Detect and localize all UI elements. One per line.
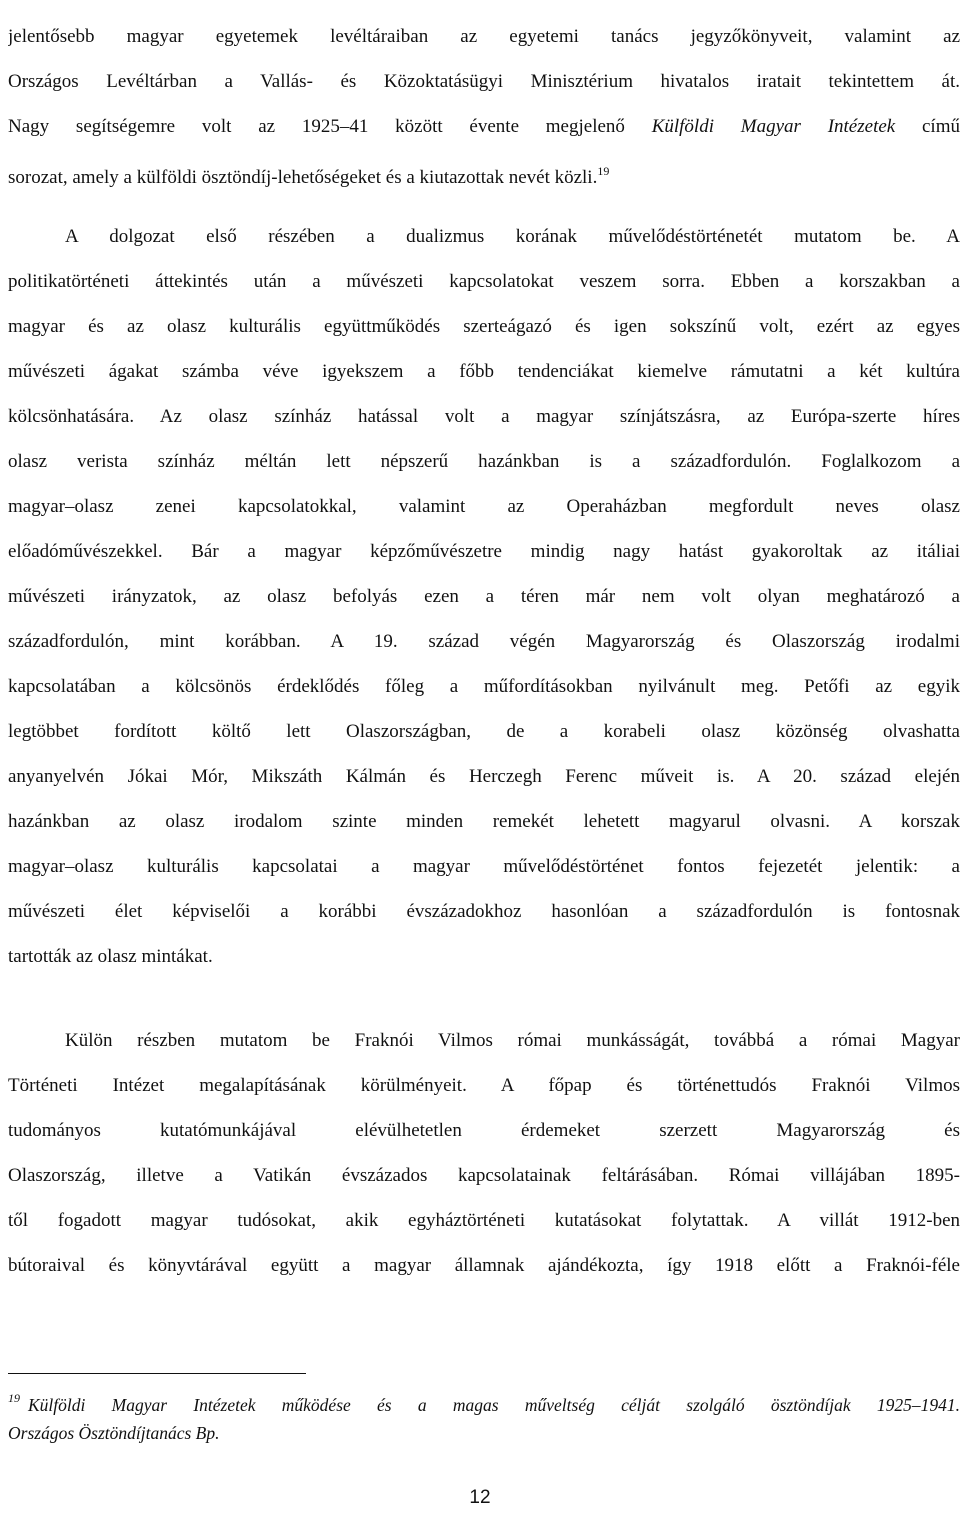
- text-segment: sorozat, amely a külföldi ösztöndíj-lehetőségeket és a kiutazottak nevét közli.: [8, 167, 598, 188]
- paragraph-3: [8, 1018, 960, 1288]
- footnote-line: [8, 1384, 960, 1419]
- text-line: tartották az olasz mintákat.: [8, 946, 213, 967]
- text-line: Történeti Intézet megalapításának körülményeit. A főpap és történettudós Fraknói Vilmos: [8, 1075, 960, 1096]
- text-segment: című: [895, 116, 960, 137]
- footnote-separator: [8, 1373, 306, 1374]
- text-line: től fogadott magyar tudósokat, akik egyháztörténeti kutatásokat folytattak. A villát 1912-ben: [8, 1210, 960, 1231]
- text-line: Olaszország, illetve a Vatikán évszázados kapcsolatainak feltárásában. Római villájában 1895-: [8, 1165, 960, 1186]
- footnote: [8, 1384, 960, 1447]
- footnote-text: Külföldi Magyar Intézetek működése és a magas műveltség célját szolgáló ösztöndíjak 1925–1941.: [28, 1395, 960, 1415]
- text-line: Országos Levéltárban a Vallás- és Közoktatásügyi Minisztérium hivatalos iratait tekintettem át.: [8, 71, 960, 92]
- text-line: Külön részben mutatom be Fraknói Vilmos római munkásságát, továbbá a római Magyar: [65, 1030, 960, 1051]
- text-line: hazánkban az olasz irodalom szinte minden remekét lehetett magyarul olvasni. A korszak: [8, 811, 960, 832]
- footnote-line: Országos Ösztöndíjtanács Bp.: [8, 1423, 220, 1443]
- text-segment: Nagy segítségemre volt az 1925–41 között évente megjelenő: [8, 116, 652, 137]
- text-line: művészeti élet képviselői a korábbi évszázadokhoz hasonlóan a századfordulón is fontosnak: [8, 901, 960, 922]
- text-line: [8, 149, 960, 194]
- paragraph-2: [8, 214, 960, 979]
- series-title: Külföldi Magyar Intézetek: [651, 116, 896, 137]
- text-line: bútoraival és könyvtárával együtt a magyar államnak ajándékozta, így 1918 előtt a Fraknói-féle: [8, 1255, 960, 1276]
- footnote-number: 19: [8, 1391, 20, 1405]
- text-line: kapcsolatában a kölcsönös érdeklődés főleg a műfordításokban nyilvánult meg. Petőfi az egyik: [8, 676, 960, 697]
- text-line: századfordulón, mint korábban. A 19. század végén Magyarország és Olaszország irodalmi: [8, 631, 960, 652]
- text-line: előadóművészekkel. Bár a magyar képzőművészetre mindig nagy hatást gyakoroltak az itáliai: [8, 541, 960, 562]
- text-line: kölcsönhatására. Az olasz színház hatással volt a magyar színjátszásra, az Európa-szerte híres: [8, 406, 960, 427]
- text-line: magyar és az olasz kulturális együttműködés szerteágazó és igen sokszínű volt, ezért az egyes: [8, 316, 960, 337]
- text-line: olasz verista színház méltán lett népszerű hazánkban is a századfordulón. Foglalkozom a: [8, 451, 960, 472]
- text-line: anyanyelvén Jókai Mór, Mikszáth Kálmán és Herczegh Ferenc műveit is. A 20. század elején: [8, 766, 960, 787]
- text-line: A dolgozat első részében a dualizmus korának művelődéstörténetét mutatom be. A: [65, 226, 960, 247]
- text-line: magyar–olasz kulturális kapcsolatai a magyar művelődéstörténet fontos fejezetét jelentik: a: [8, 856, 960, 877]
- text-line: [8, 104, 960, 149]
- text-line: tudományos kutatómunkájával elévülhetetlen érdemeket szerzett Magyarország és: [8, 1120, 960, 1141]
- text-line: művészeti ágakat számba véve igyekszem a főbb tendenciákat kiemelve rámutatni a két kultúra: [8, 361, 960, 382]
- text-line: politikatörténeti áttekintés után a művészeti kapcsolatokat veszem sorra. Ebben a korszakban a: [8, 271, 960, 292]
- text-line: legtöbbet fordított költő lett Olaszországban, de a korabeli olasz közönség olvashatta: [8, 721, 960, 742]
- text-line: művészeti irányzatok, az olasz befolyás ezen a téren már nem volt olyan meghatározó a: [8, 586, 960, 607]
- paragraph-1: [8, 14, 960, 194]
- footnote-reference[interactable]: 19: [597, 164, 610, 178]
- text-line: jelentősebb magyar egyetemek levéltáraiban az egyetemi tanács jegyzőkönyveit, valamint az: [8, 26, 960, 47]
- text-line: magyar–olasz zenei kapcsolatokkal, valamint az Operaházban megfordult neves olasz: [8, 496, 960, 517]
- page-number: 12: [469, 1487, 491, 1508]
